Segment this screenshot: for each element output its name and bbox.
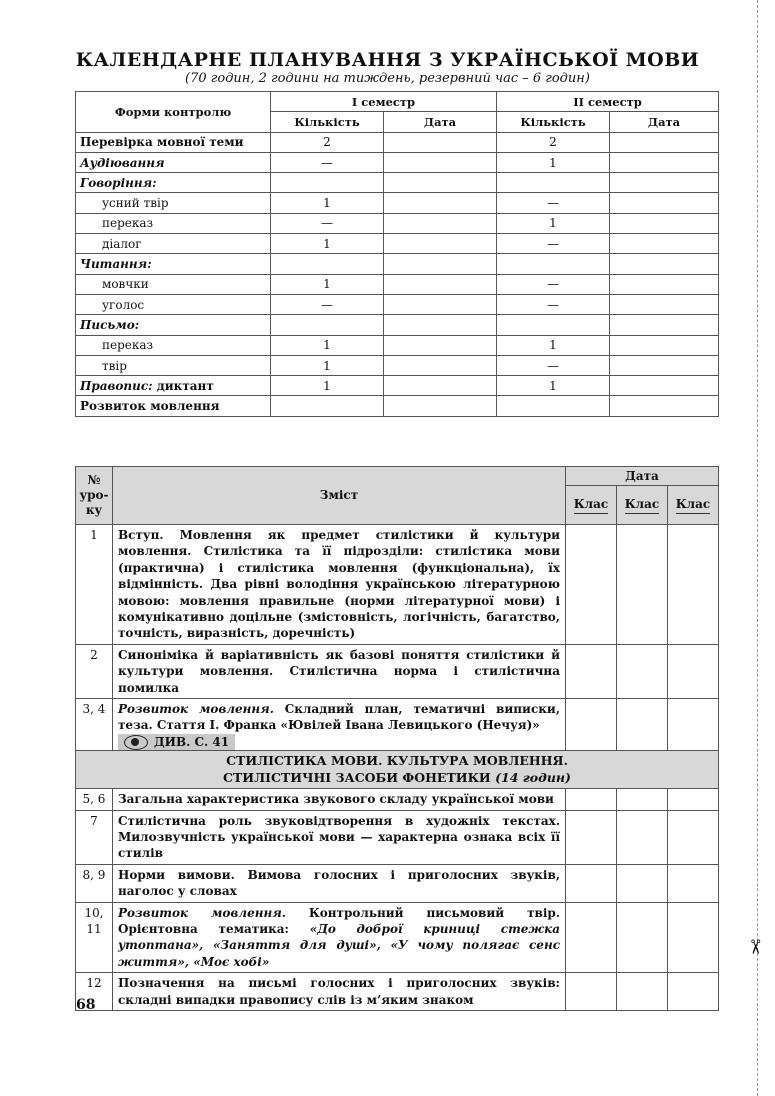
lessons-table xyxy=(75,466,719,1011)
date-cell xyxy=(610,274,719,294)
table-row xyxy=(76,234,719,254)
count-s1: 1 xyxy=(271,193,384,213)
count-s2: — xyxy=(497,355,610,375)
date-cell xyxy=(384,234,497,254)
count-s1: 2 xyxy=(271,132,384,152)
date-cell xyxy=(384,274,497,294)
header-forms: Форми контролю xyxy=(76,92,271,133)
section-row xyxy=(76,751,719,789)
count-s1: 1 xyxy=(271,355,384,375)
date-cell xyxy=(668,973,719,1011)
date-cell xyxy=(617,864,668,902)
date-cell xyxy=(384,132,497,152)
date-cell xyxy=(384,396,497,416)
table-row xyxy=(76,213,719,233)
lesson-lead: Розвиток мовлення. xyxy=(118,702,274,717)
date-cell xyxy=(384,315,497,335)
date-cell xyxy=(610,193,719,213)
count-s1 xyxy=(271,315,384,335)
table-row xyxy=(76,254,719,274)
lesson-number: 1 xyxy=(76,525,113,645)
lesson-content: Стилістична роль звуковідтворення в художніх текстах. Милозвучність української мови — характерна ознака всіх її стилів xyxy=(113,810,566,864)
header-count-1: Кількість xyxy=(271,112,384,132)
date-cell xyxy=(566,810,617,864)
row-label-lead: Правопис: xyxy=(80,378,153,393)
date-cell xyxy=(668,902,719,973)
date-cell xyxy=(566,525,617,645)
table-row xyxy=(76,644,719,698)
page-number: 68 xyxy=(76,997,96,1013)
row-label: Аудіювання xyxy=(76,152,271,172)
page-subtitle: (70 годин, 2 години на тиждень, резервний час – 6 годин) xyxy=(185,71,590,86)
count-s1: — xyxy=(271,294,384,314)
lesson-number: 2 xyxy=(76,644,113,698)
date-cell xyxy=(384,152,497,172)
table-row xyxy=(76,396,719,416)
table-row xyxy=(76,274,719,294)
header-semester-2: ІІ семестр xyxy=(497,92,719,112)
lesson-number: 5, 6 xyxy=(76,789,113,810)
date-cell xyxy=(610,335,719,355)
date-cell xyxy=(566,644,617,698)
section-heading xyxy=(76,751,719,789)
lesson-number: 7 xyxy=(76,810,113,864)
header-count-2: Кількість xyxy=(497,112,610,132)
lesson-content: Загальна характеристика звукового складу української мови xyxy=(113,789,566,810)
header-class-1 xyxy=(566,486,617,525)
date-cell xyxy=(668,810,719,864)
row-label: твір xyxy=(76,355,271,375)
lesson-number: 8, 9 xyxy=(76,864,113,902)
count-s2: — xyxy=(497,234,610,254)
row-label: Говоріння: xyxy=(76,173,271,193)
class-label: Клас xyxy=(574,496,608,514)
table-row xyxy=(76,193,719,213)
page-title: КАЛЕНДАРНЕ ПЛАНУВАННЯ З УКРАЇНСЬКОЇ МОВИ xyxy=(75,49,700,71)
row-label: Перевірка мовної теми xyxy=(76,132,271,152)
date-cell xyxy=(610,355,719,375)
date-cell xyxy=(610,294,719,314)
date-cell xyxy=(610,234,719,254)
date-cell xyxy=(384,335,497,355)
date-cell xyxy=(617,644,668,698)
count-s2: 2 xyxy=(497,132,610,152)
table-row xyxy=(76,525,719,645)
count-s1: — xyxy=(271,152,384,172)
date-cell xyxy=(566,699,617,751)
class-label: Клас xyxy=(676,496,710,514)
lesson-number: 3, 4 xyxy=(76,699,113,751)
count-s1 xyxy=(271,173,384,193)
lesson-content: Вступ. Мовлення як предмет стилістики й культури мовлення. Стилістика та її підрозділи: стилістика мови (практична) і стилістика мовлення (функціональна), їх відмінність. Два рівні володіння українською літературною мовою: мовлення правильне (норми літературної мови) і комунікативно доцільне (змістовність, логічність, багатство, точність, виразність, доречність) xyxy=(113,525,566,645)
table-row xyxy=(76,810,719,864)
date-cell xyxy=(610,152,719,172)
lesson-number: 10, 11 xyxy=(76,902,113,973)
count-s2: 1 xyxy=(497,213,610,233)
date-cell xyxy=(668,644,719,698)
date-cell xyxy=(668,864,719,902)
table-row xyxy=(76,335,719,355)
lesson-content: Синоніміка й варіативність як базові поняття стилістики й культури мовлення. Стилістична норма і стилістична помилка xyxy=(113,644,566,698)
date-cell xyxy=(384,213,497,233)
count-s2: — xyxy=(497,274,610,294)
table-row xyxy=(76,355,719,375)
lesson-text: Складний план, тематичні виписки, теза. Стаття І. Франка «Ювілей Івана Левицького (Нечуя)» xyxy=(118,702,560,733)
count-s1 xyxy=(271,396,384,416)
header-class-2 xyxy=(617,486,668,525)
reference-label: ДИВ. С. 41 xyxy=(154,734,230,749)
date-cell xyxy=(610,315,719,335)
row-label: Читання: xyxy=(76,254,271,274)
count-s1: 1 xyxy=(271,335,384,355)
row-label: усний твір xyxy=(76,193,271,213)
eye-icon xyxy=(124,735,148,750)
count-s1 xyxy=(271,254,384,274)
date-cell xyxy=(668,789,719,810)
count-s2 xyxy=(497,173,610,193)
count-s2 xyxy=(497,254,610,274)
date-cell xyxy=(617,699,668,751)
lesson-text: Контрольний письмовий твір. Орієнтовна тематика: xyxy=(118,905,560,936)
date-cell xyxy=(617,810,668,864)
table-row xyxy=(76,294,719,314)
cut-line xyxy=(757,0,758,1096)
date-cell xyxy=(617,973,668,1011)
section-title-2: СТИЛІСТИЧНІ ЗАСОБИ ФОНЕТИКИ xyxy=(223,769,491,785)
class-label: Клас xyxy=(625,496,659,514)
lesson-number: 12 xyxy=(76,973,113,1011)
lesson-content xyxy=(113,902,566,973)
header-semester-1: І семестр xyxy=(271,92,497,112)
date-cell xyxy=(566,789,617,810)
header-date-1: Дата xyxy=(384,112,497,132)
header-content: Зміст xyxy=(113,467,566,525)
count-s2 xyxy=(497,315,610,335)
header-date-2: Дата xyxy=(610,112,719,132)
date-cell xyxy=(617,902,668,973)
lesson-lead: Розвиток мовлення. xyxy=(118,905,286,920)
table-row xyxy=(76,789,719,810)
date-cell xyxy=(566,973,617,1011)
date-cell xyxy=(617,525,668,645)
header-class-3 xyxy=(668,486,719,525)
table-row xyxy=(76,315,719,335)
date-cell xyxy=(610,173,719,193)
date-cell xyxy=(566,864,617,902)
control-forms-table xyxy=(75,91,719,417)
count-s2: — xyxy=(497,294,610,314)
row-label-rest: диктант xyxy=(152,378,214,393)
row-label: переказ xyxy=(76,335,271,355)
row-label: переказ xyxy=(76,213,271,233)
date-cell xyxy=(610,132,719,152)
lesson-content xyxy=(113,699,566,751)
table-row xyxy=(76,173,719,193)
header-date: Дата xyxy=(566,467,719,486)
table-row xyxy=(76,699,719,751)
date-cell xyxy=(668,699,719,751)
row-label: мовчки xyxy=(76,274,271,294)
count-s2: — xyxy=(497,193,610,213)
date-cell xyxy=(617,789,668,810)
row-label: Розвиток мовлення xyxy=(76,396,271,416)
count-s2: 1 xyxy=(497,335,610,355)
date-cell xyxy=(566,902,617,973)
scissors-icon: ✂ xyxy=(743,938,768,956)
date-cell xyxy=(384,355,497,375)
date-cell xyxy=(384,193,497,213)
date-cell xyxy=(384,376,497,396)
table-row xyxy=(76,132,719,152)
count-s2: 1 xyxy=(497,152,610,172)
table-row xyxy=(76,864,719,902)
table-row xyxy=(76,973,719,1011)
section-hours: (14 годин) xyxy=(495,769,571,785)
date-cell xyxy=(384,254,497,274)
reference-link[interactable] xyxy=(118,734,235,750)
table-row xyxy=(76,902,719,973)
date-cell xyxy=(610,254,719,274)
row-label: діалог xyxy=(76,234,271,254)
date-cell xyxy=(384,173,497,193)
section-title-1: СТИЛІСТИКА МОВИ. КУЛЬТУРА МОВЛЕННЯ. xyxy=(226,753,568,769)
table-row xyxy=(76,152,719,172)
row-label: уголос xyxy=(76,294,271,314)
table-row xyxy=(76,376,719,396)
count-s2 xyxy=(497,396,610,416)
header-lesson-number: № уро- ку xyxy=(76,467,113,525)
lesson-topics: «До доброї криниці стежка утоптана», «Заняття для душі», «У чому полягає сенс життя», «Моє хобі» xyxy=(118,921,560,969)
count-s1: 1 xyxy=(271,234,384,254)
date-cell xyxy=(610,213,719,233)
date-cell xyxy=(668,525,719,645)
count-s2: 1 xyxy=(497,376,610,396)
count-s1: 1 xyxy=(271,274,384,294)
date-cell xyxy=(610,396,719,416)
lesson-content: Позначення на письмі голосних і приголосних звуків: складні випадки правопису слів із м’яким знаком xyxy=(113,973,566,1011)
lesson-content: Норми вимови. Вимова голосних і приголосних звуків, наголос у словах xyxy=(113,864,566,902)
date-cell xyxy=(610,376,719,396)
count-s1: — xyxy=(271,213,384,233)
row-label: Письмо: xyxy=(76,315,271,335)
count-s1: 1 xyxy=(271,376,384,396)
date-cell xyxy=(384,294,497,314)
row-label xyxy=(76,376,271,396)
